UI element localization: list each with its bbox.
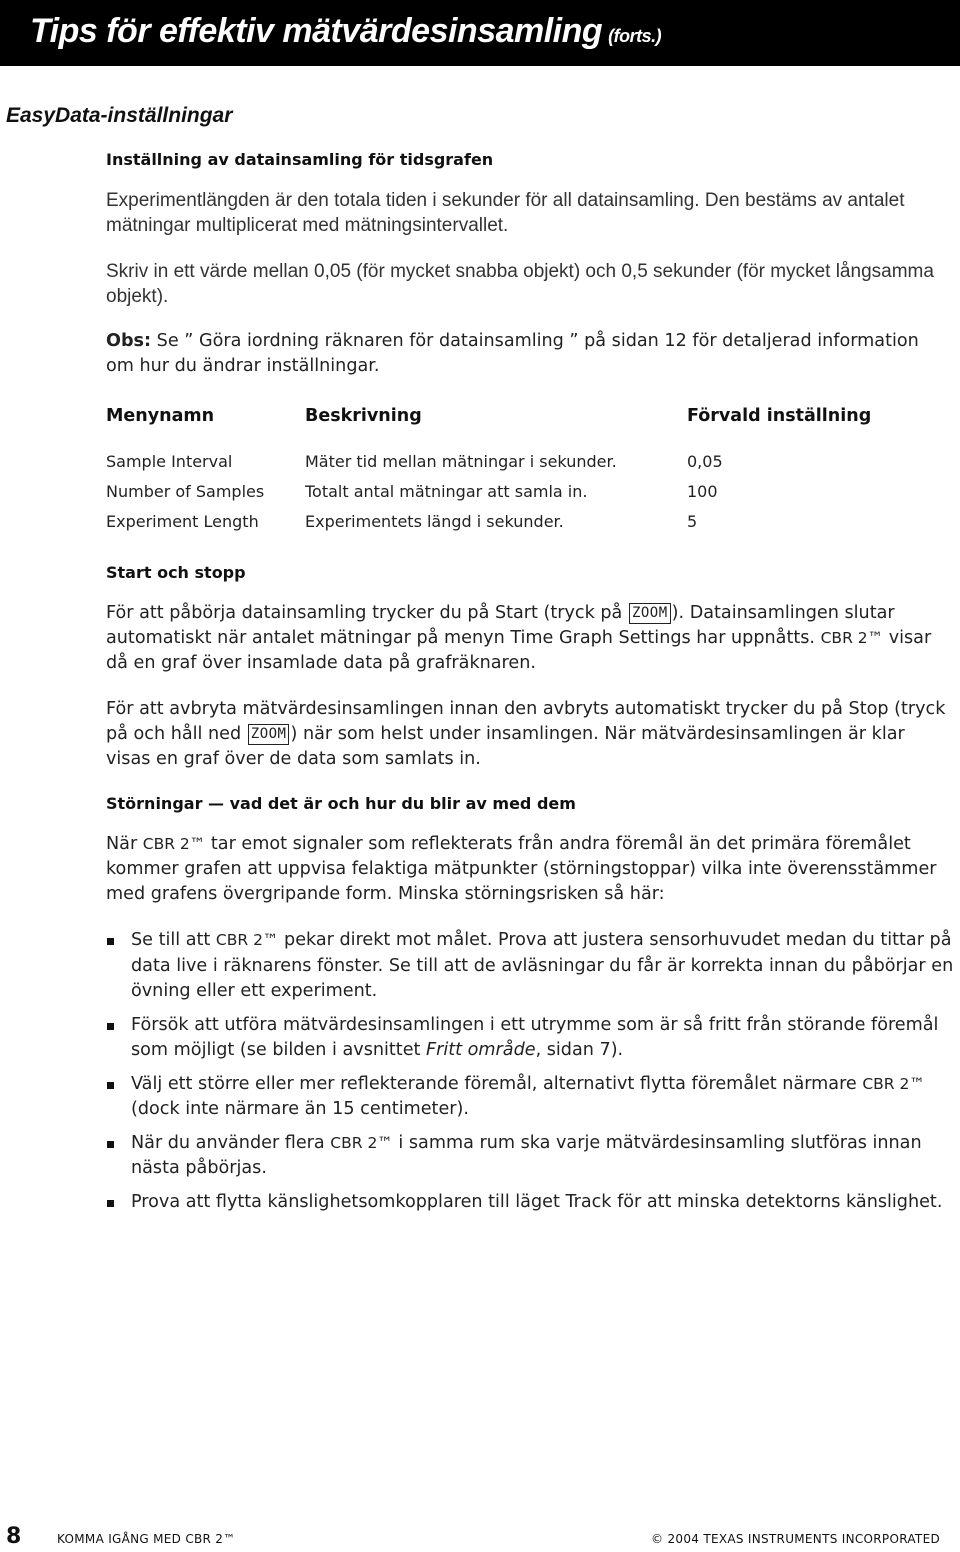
table-cell: Experimentets längd i sekunder. bbox=[305, 512, 564, 531]
product-name: CBR 2™ bbox=[215, 931, 279, 949]
table-row bbox=[106, 482, 946, 512]
reference-fritt-omrade: Fritt område bbox=[426, 1040, 536, 1060]
list-item: Försök att utföra mätvärdesinsamlingen i ett utrymme som är så fritt från störande föremål som möjligt (se bilden i avsnittet Fritt område, sidan 7). bbox=[106, 1013, 954, 1064]
zoom-key: ZOOM bbox=[248, 724, 290, 745]
copyright: © 2004 TEXAS INSTRUMENTS INCORPORATED bbox=[651, 1532, 940, 1546]
table-cell: Mäter tid mellan mätningar i sekunder. bbox=[305, 452, 617, 471]
product-name: CBR 2™ bbox=[330, 1133, 393, 1152]
page-number: 8 bbox=[6, 1524, 22, 1549]
subheading-noise: Störningar — vad det är och hur du blir av med dem bbox=[106, 794, 576, 813]
table-header-cell: Beskrivning bbox=[305, 406, 422, 426]
note-text: Se ” Göra iordning räknaren för datainsamling ” på sidan 12 för detaljerad information om hur du ändrar inställningar. bbox=[106, 331, 919, 376]
settings-table bbox=[106, 406, 946, 542]
subheading-start-stop: Start och stopp bbox=[106, 563, 246, 582]
page-footer bbox=[0, 1524, 960, 1550]
table-cell: Totalt antal mätningar att samla in. bbox=[305, 482, 588, 501]
paragraph-noise: När CBR 2™ tar emot signaler som reflekterats från andra föremål än det primära föremålet kommer grafen att uppvisa felaktiga mätpunkter (störningstoppar) vilka inte överensstämmer med grafens övergripande form. Minska störningsrisken så här: bbox=[106, 834, 937, 904]
table-cell: Experiment Length bbox=[106, 512, 259, 531]
table-cell: Sample Interval bbox=[106, 452, 233, 471]
bullet-square-icon bbox=[107, 1082, 114, 1089]
title-suffix: (forts.) bbox=[608, 26, 662, 46]
table-header-cell: Förvald inställning bbox=[687, 406, 872, 426]
bullet-square-icon bbox=[107, 1141, 114, 1148]
paragraph-interval-range: Skriv in ett värde mellan 0,05 (för mycket snabba objekt) och 0,5 sekunder (för mycket långsamma objekt). bbox=[106, 261, 934, 307]
title-bar bbox=[0, 0, 960, 66]
table-cell: 0,05 bbox=[687, 452, 723, 471]
table-row bbox=[106, 512, 946, 542]
bullet-square-icon bbox=[107, 1200, 114, 1207]
list-item: Prova att flytta känslighetsomkopplaren till läget Track för att minska detektorns känslighet. bbox=[106, 1190, 954, 1216]
note bbox=[106, 329, 946, 379]
table-header bbox=[106, 406, 946, 452]
paragraph-stop: För att avbryta mätvärdesinsamlingen innan den avbryts automatiskt trycker du på Stop (tryck på och håll ned ZOOM ) när som helst under insamlingen. När mätvärdesinsamlingen är klar visas en graf över de data som samlats in. bbox=[106, 699, 946, 769]
bullet-square-icon bbox=[107, 1023, 114, 1030]
section-heading: EasyData-inställningar bbox=[6, 104, 233, 127]
bullet-square-icon bbox=[107, 938, 114, 945]
paragraph-experiment-length: Experimentlängden är den totala tiden i sekunder för all datainsamling. Den bestäms av antalet mätningar multiplicerat med mätningsintervallet. bbox=[106, 190, 905, 236]
table-cell: 100 bbox=[687, 482, 718, 501]
product-name: CBR 2™ bbox=[142, 835, 206, 853]
noise-tips-list bbox=[106, 928, 954, 1223]
paragraph-start: För att påbörja datainsamling trycker du på Start (tryck på ZOOM ). Datainsamlingen slutar automatiskt när antalet mätningar på menyn Time Graph Settings har uppnåtts. CBR 2™ visar då en graf över insamlade data på grafräknaren. bbox=[106, 603, 932, 673]
table-row bbox=[106, 452, 946, 482]
note-label: Obs: bbox=[106, 331, 152, 351]
list-item: Se till att CBR 2™ pekar direkt mot målet. Prova att justera sensorhuvudet medan du tittar på data live i räknarens fönster. Se till att de avläsningar du får är korrekta innan du påbörjar en övning eller ett experiment. bbox=[106, 928, 954, 1005]
list-item: Välj ett större eller mer reflekterande föremål, alternativt flytta föremålet närmare CBR 2™ (dock inte närmare än 15 centimeter). bbox=[106, 1072, 954, 1123]
product-name: CBR 2™ bbox=[862, 1074, 925, 1093]
page-title: Tips för effektiv mätvärdesinsamling (forts.) bbox=[30, 12, 662, 50]
table-cell: Number of Samples bbox=[106, 482, 265, 501]
table-cell: 5 bbox=[687, 512, 698, 531]
list-item: När du använder flera CBR 2™ i samma rum ska varje mätvärdesinsamling slutföras innan nästa påbörjas. bbox=[106, 1131, 954, 1182]
subheading-timegraph: Inställning av datainsamling för tidsgrafen bbox=[106, 150, 494, 169]
book-title: KOMMA IGÅNG MED CBR 2™ bbox=[57, 1532, 236, 1546]
product-name: CBR 2™ bbox=[820, 629, 884, 647]
zoom-key: ZOOM bbox=[629, 603, 671, 624]
table-header-cell: Menynamn bbox=[106, 406, 215, 426]
